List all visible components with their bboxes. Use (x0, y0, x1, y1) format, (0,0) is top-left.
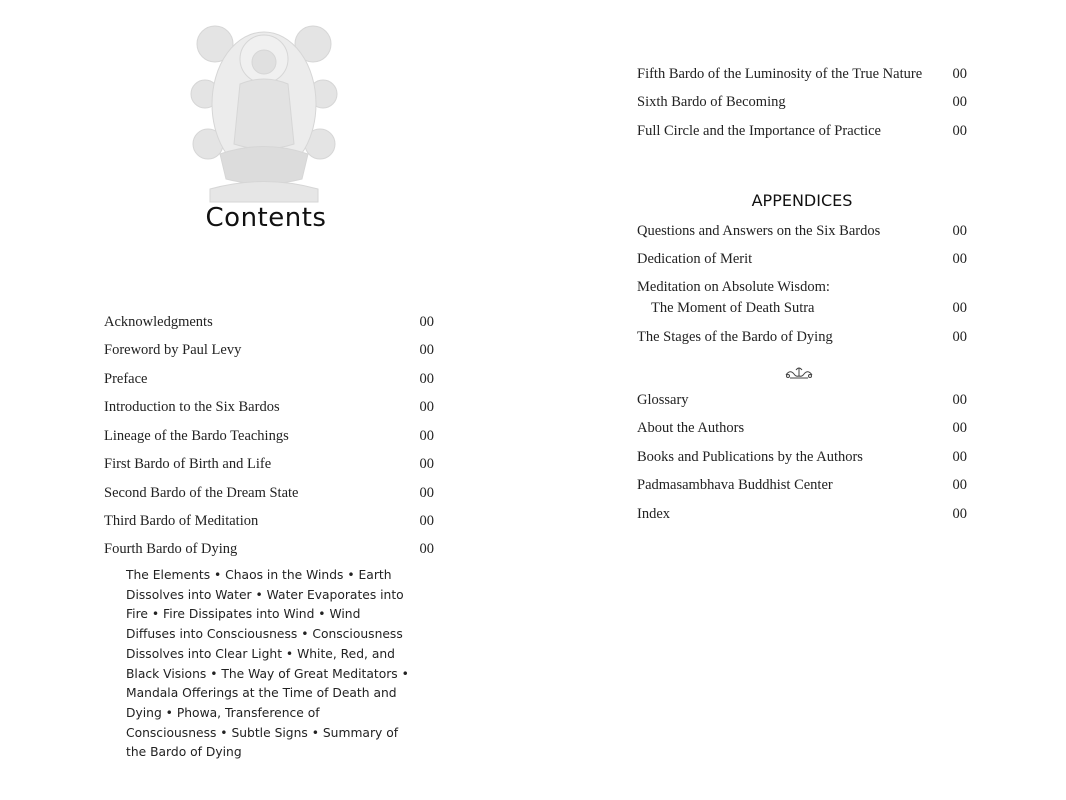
entry-title: About the Authors (637, 420, 745, 436)
fourth-bardo-subtopics: The Elements • Chaos in the Winds • Earth Dissolves into Water • Water Evaporates into Fire • Fire Dissipates into Wind • Wind Diffuses into Consciousness • Consciousness Dissolves into Clear Light • White, Red, and Black Visions • The Way of Great Meditators • Mandala Offerings at the Time of Death and Dying • Phowa, Transference of Consciousness • Subtle Signs • Summary of the Bardo of Dying (126, 568, 409, 760)
deity-illustration (190, 14, 338, 204)
entry-title: Fifth Bardo of the Luminosity of the True Nature (637, 66, 923, 82)
entry-page: 00 (952, 329, 967, 345)
entry-title: First Bardo of Birth and Life (104, 456, 272, 472)
entry-page: 00 (952, 123, 967, 139)
entry-title: Preface (104, 371, 148, 387)
entry-page: 00 (419, 314, 434, 330)
entry-title: Index (637, 506, 671, 522)
entry-page: 00 (419, 513, 434, 529)
entry-page: 00 (952, 251, 967, 267)
entry-title: Third Bardo of Meditation (104, 513, 259, 529)
entry-page: 00 (952, 392, 967, 408)
entry-page: 00 (419, 541, 434, 557)
entry-title: Lineage of the Bardo Teachings (104, 428, 289, 444)
entry-page: 00 (952, 66, 967, 82)
entry-page: 00 (419, 456, 434, 472)
entry-page: 00 (952, 449, 967, 465)
entry-page: 00 (419, 342, 434, 358)
entry-title: Second Bardo of the Dream State (104, 485, 299, 501)
entry-page: 00 (419, 485, 434, 501)
entry-page: 00 (952, 300, 967, 316)
appendices-heading: APPENDICES (751, 191, 853, 210)
entry-title: Introduction to the Six Bardos (104, 399, 280, 415)
entry-title: Books and Publications by the Authors (637, 449, 863, 465)
entry-page: 00 (419, 399, 434, 415)
entry-title: The Moment of Death Sutra (651, 300, 815, 316)
entry-title: Glossary (637, 392, 689, 408)
entry-title: Questions and Answers on the Six Bardos (637, 223, 881, 239)
entry-page: 00 (952, 223, 967, 239)
entry-title: Full Circle and the Importance of Practice (637, 123, 881, 139)
page-title: Contents (205, 203, 327, 233)
entry-title: Acknowledgments (104, 314, 213, 330)
entry-page: 00 (952, 420, 967, 436)
entry-page: 00 (952, 506, 967, 522)
entry-title: Dedication of Merit (637, 251, 753, 267)
entry-title: Foreword by Paul Levy (104, 342, 242, 358)
entry-title: Sixth Bardo of Becoming (637, 94, 786, 110)
entry-title: Padmasambhava Buddhist Center (637, 477, 833, 493)
entry-title: Fourth Bardo of Dying (104, 541, 238, 557)
entry-page: 00 (419, 428, 434, 444)
entry-title: The Stages of the Bardo of Dying (637, 329, 833, 345)
ornament-icon (784, 366, 814, 380)
entry-page: 00 (952, 477, 967, 493)
entry-page: 00 (952, 94, 967, 110)
entry-page: 00 (419, 371, 434, 387)
entry-title: Meditation on Absolute Wisdom: (637, 279, 830, 295)
